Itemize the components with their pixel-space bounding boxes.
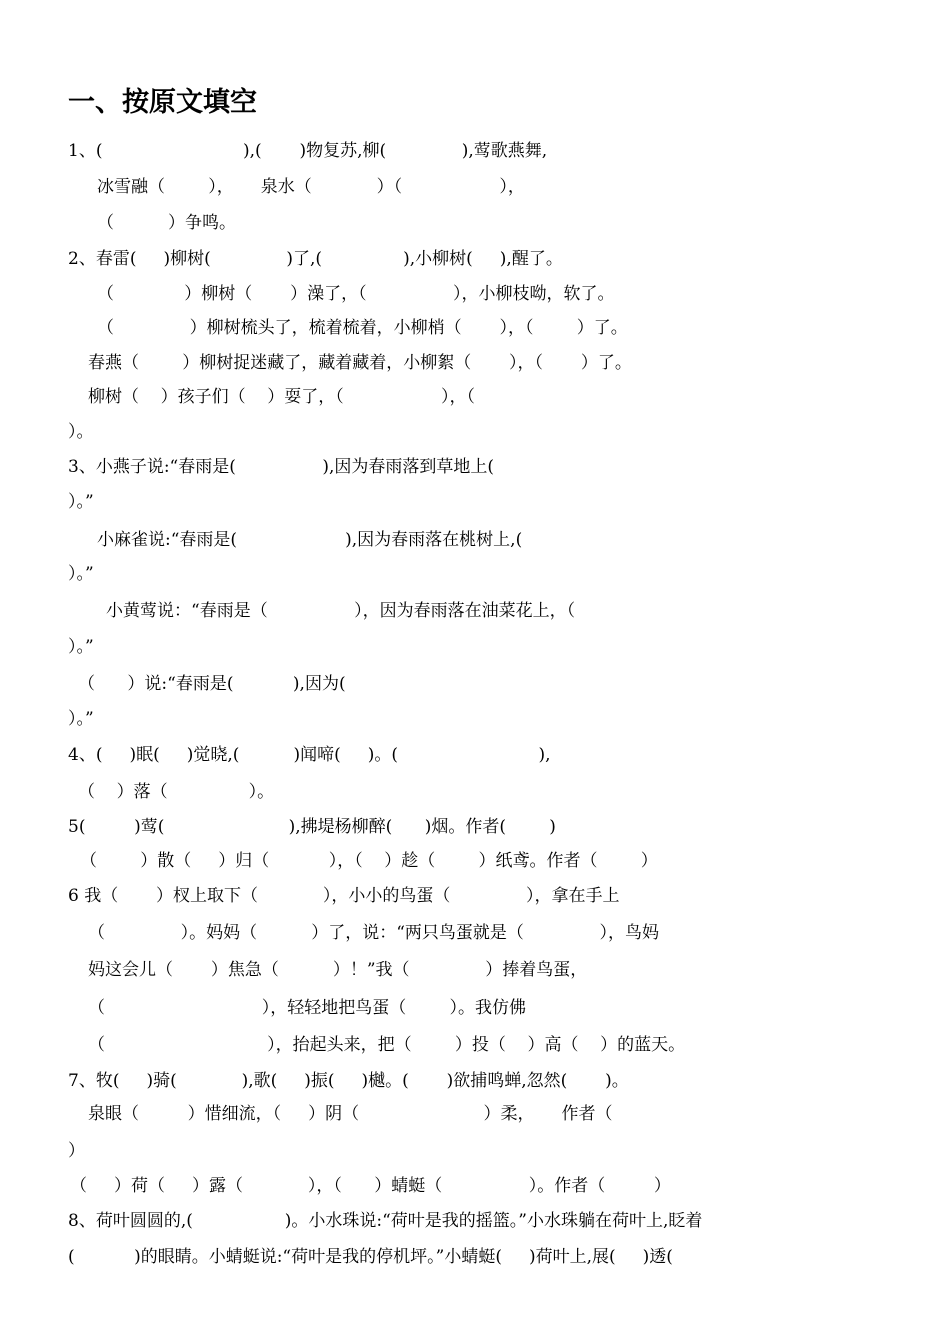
- text-line: （ ）柳树梳头了，梳着梳着，小柳梢（ ），（ ）了。: [97, 318, 628, 338]
- text-line: 小麻雀说:“春雨是( ),因为春雨落在桃树上,(: [97, 530, 523, 550]
- text-line: 1、( ),( )物复苏,柳( ),莺歌燕舞,: [68, 141, 548, 161]
- text-line: （ ）争鸣。: [97, 213, 237, 233]
- text-line: 妈这会儿（ ）焦急（ ）！”我（ ）捧着鸟蛋，: [88, 960, 588, 980]
- text-line: 柳树（ ）孩子们（ ）耍了，（ ），（: [88, 387, 475, 407]
- text-line: （ ）说:“春雨是( ),因为(: [78, 674, 346, 694]
- text-line: 泉眼（ ）惜细流，（ ）阴（ ）柔， 作者（: [88, 1104, 613, 1124]
- text-line: 小黄莺说：“春雨是（ ），因为春雨落在油菜花上，（: [106, 601, 576, 621]
- text-line: ）。”: [68, 637, 94, 657]
- text-line: ( )的眼睛。小蜻蜓说:“荷叶是我的停机坪。”小蜻蜓( )荷叶上,展( )透(: [68, 1247, 673, 1267]
- text-line: ）。”: [68, 709, 94, 729]
- text-line: （ ），轻轻地把鸟蛋（ ）。我仿佛: [88, 998, 526, 1018]
- text-line: （ ）。妈妈（ ）了，说：“两只鸟蛋就是（ ），鸟妈: [88, 923, 660, 943]
- text-line: （ ），抬起头来，把（ ）投（ ）高（ ）的蓝天。: [88, 1035, 686, 1055]
- text-line: ）。”: [68, 564, 94, 584]
- text-line: 7、牧( )骑( ),歌( )振( )樾。( )欲捕鸣蝉,忽然( )。: [68, 1071, 629, 1091]
- text-line: 春燕（ ）柳树捉迷藏了，藏着藏着，小柳絮（ ），（ ）了。: [88, 353, 632, 373]
- text-line: ）: [68, 1141, 85, 1161]
- text-line: （ ）柳树（ ）澡了，（ ），小柳枝呦，软了。: [97, 284, 615, 304]
- text-line: （ ）散（ ）归（ ），（ ）趁（ ）纸鸢。作者（ ）: [80, 851, 658, 871]
- text-line: 冰雪融（ ）， 泉水（ ）（ ），: [97, 177, 525, 197]
- text-line: ）。: [68, 422, 94, 442]
- text-line: （ ）荷（ ）露（ ），（ ）蜻蜓（ ）。作者（ ）: [70, 1176, 671, 1196]
- text-line: 2、春雷( )柳树( )了,( ),小柳树( ),醒了。: [68, 249, 563, 269]
- text-line: 5( )莺( ),拂堤杨柳醉( )烟。作者( ): [68, 817, 556, 837]
- text-line: ）。”: [68, 492, 94, 512]
- text-line: （ ）落（ ）。: [78, 782, 275, 802]
- section-title: 一、按原文填空: [68, 87, 257, 118]
- text-line: 6 我（ ）杈上取下（ ），小小的鸟蛋（ ），拿在手上: [68, 886, 620, 906]
- text-line: 3、小燕子说:“春雨是( ),因为春雨落到草地上(: [68, 457, 494, 477]
- text-line: 4、( )眠( )觉晓,( )闻啼( )。( ),: [68, 745, 551, 765]
- text-line: 8、荷叶圆圆的,( )。小水珠说:“荷叶是我的摇篮。”小水珠躺在荷叶上,眨着: [68, 1211, 703, 1231]
